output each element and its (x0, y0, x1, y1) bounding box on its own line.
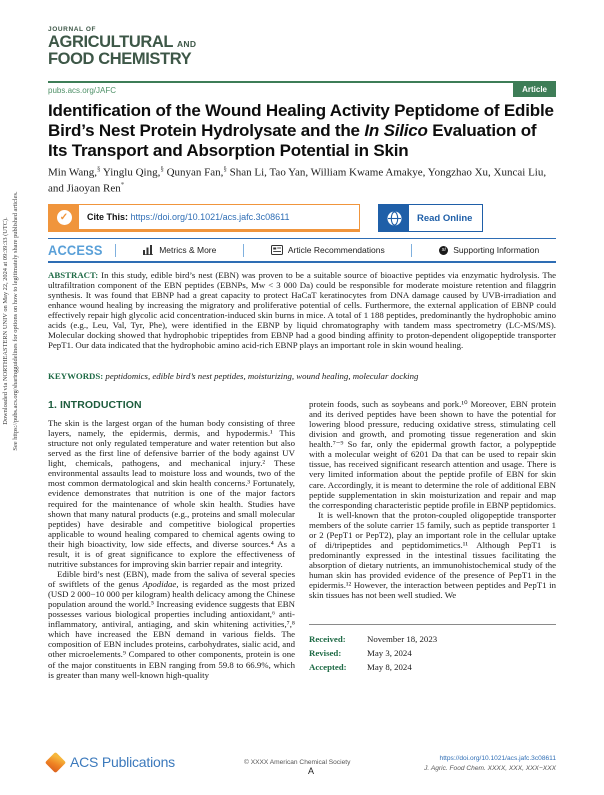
cite-this-button[interactable] (48, 204, 360, 232)
page-title (48, 101, 560, 161)
abstract-label: ABSTRACT: (48, 270, 99, 280)
access-link[interactable]: ACCESS (48, 242, 103, 258)
author-3[interactable]: Qunyan Fan, (163, 166, 224, 179)
intro-p2-post: , is regarded as the most prized (USD 2 000−10 000 per kilogram) health delicacy among the Chinese population around the world.⁵ Increasing evidence suggests that EBN possesses various biological properties including antioxidant,⁶ anti-inflammatory, antiviral, antiaging, and skin whitening activities,⁷,⁸ which have increased the EBN demand in various fields. The composition of EBN includes proteins, carbohydrates, sialic acid, and other microelements.⁹ Compared to other components, protein is one of the major constituents in EBN ranging from 59.8 to 66.9%, which is greater than many well-known high-quality (48, 579, 295, 680)
author-3-affiliation: § (223, 165, 227, 173)
cite-text (79, 212, 289, 222)
recommendations-link[interactable] (271, 245, 385, 255)
journal-name-agricultural: AGRICULTURAL (48, 33, 173, 51)
revised-line (309, 646, 556, 660)
footer-doi-link[interactable]: https://doi.org/10.1021/acs.jafc.3c08611 (439, 755, 556, 762)
right-column (309, 399, 556, 680)
cite-label: Cite This: (87, 212, 129, 222)
check-glyph: ✓ (59, 211, 69, 223)
keywords-text: peptidomics, edible bird’s nest peptides, moisturizing, wound healing, molecular docking (103, 371, 419, 381)
body-columns (48, 399, 556, 680)
footer-journal-citation: J. Agric. Food Chem. XXXX, XXX, XXX−XXX (424, 764, 556, 772)
metrics-chart-icon (143, 245, 154, 255)
keywords (48, 371, 556, 381)
intro-paragraph-1: The skin is the largest organ of the human body consisting of three layers, namely, the epidermis, dermis, and hypodermis.¹ This structure not only regulated temperature and water retention but also served as the first line of defensive barrier of the body against UV light, chemicals, pathogens, and mechanical injury.² These environmental assaults lead to moisture loss and wounds, two of the most common dermatological and skin health concerns.³ Fortunately, evidence demonstrates that nutrition is one of the major factors required for the maintenance of whole skin health. Studies have shown that many natural products (e.g., proteins and small molecular peptides) have desirable and competitive biological properties applicable to wound healing compared to chemical agents owing to their high bioactivity, low side effects, and diverse sources.⁴ As a result, it is of great significance to explore the effectiveness of nutritive substances for improving skin barrier repair and integrity. (48, 418, 295, 569)
author-2[interactable]: Yinglu Qing, (100, 166, 161, 179)
received-label: Received: (309, 634, 346, 645)
journal-url-link[interactable]: pubs.acs.org/JAFC (48, 86, 117, 95)
author-2-affiliation: § (160, 165, 164, 173)
acs-publications-logo[interactable] (48, 754, 175, 770)
separator (115, 244, 116, 257)
title-pre: Identification of the Wound Healing Activity Peptidome of Edible Bird’s Nest Protein Hydrolysate and the (48, 101, 554, 140)
journal-kicker: JOURNAL OF (48, 26, 97, 33)
journal-name-and: AND (176, 39, 197, 49)
acs-brand-name: ACS Publications (70, 754, 175, 770)
accepted-date: May 8, 2024 (367, 662, 412, 673)
download-watermark-line2: See https://pubs.acs.org/sharingguidelines for options on how to legitimately share published articles. (11, 191, 19, 451)
doi-link[interactable]: https://doi.org/10.1021/acs.jafc.3c08611 (130, 212, 290, 222)
intro-p2-pre: Edible bird’s nest (EBN), made from the saliva of several species of swiftlets of the genus (48, 568, 295, 589)
author-1[interactable]: Min Wang, (48, 166, 98, 179)
revised-date: May 3, 2024 (367, 648, 412, 659)
cite-row (48, 204, 556, 232)
keywords-label: KEYWORDS: (48, 371, 104, 381)
title-italic: In Silico (364, 120, 428, 140)
supporting-info-icon: si (439, 246, 448, 255)
supporting-info-label: Supporting Information (453, 245, 540, 255)
separator (411, 244, 412, 257)
corresponding-author-mark: * (120, 181, 125, 190)
journal-name-line2: FOOD CHEMISTRY (48, 49, 192, 68)
title-post: Evaluation of Its Transport and Absorption Potential in Skin (48, 120, 537, 160)
read-online-label: Read Online (417, 212, 473, 224)
footer-citation-block (424, 754, 556, 774)
article-type-badge: Article (513, 83, 556, 97)
abstract (48, 270, 556, 350)
intro-paragraph-3: protein foods, such as soybeans and pork.¹⁰ Moreover, EBN protein and its derived peptides have been shown to have the potential for lowering blood pressure, reducing oxidative stress, stimulating cell division and growth, and promoting tissue regeneration and skin health.⁷⁻⁹ So far, only the epidermal growth factor, a polypeptide with a molecular weight of 6201 Da that can be used to repair skin tissue, has received significant research attention and usage. There is very limited information about the peptide profile of EBN for skin care. Accordingly, it is meant to determine the role of additional EBN peptide supplementation in skin moisturization and repair and map the corresponding characteristic peptide profile in EBNP peptidomics. (309, 399, 556, 510)
access-strip (48, 238, 556, 263)
journal-name-line1 (48, 34, 196, 51)
acs-diamond-icon (45, 751, 66, 772)
separator (243, 244, 244, 257)
intro-paragraph-2 (48, 569, 295, 680)
received-line (309, 632, 556, 646)
download-watermark-line1: Downloaded via NORTHEASTERN UNIV on May 22, 2024 at 09:39:33 (UTC). (2, 217, 9, 425)
left-column (48, 399, 295, 680)
copyright-notice: © XXXX American Chemical Society (244, 759, 351, 766)
header-divider (48, 81, 556, 83)
page-footer (48, 750, 556, 784)
journal-logo (48, 26, 196, 68)
page-number: A (308, 766, 315, 776)
accepted-line (309, 660, 556, 674)
recommendations-icon (271, 245, 283, 255)
read-online-button[interactable] (378, 204, 483, 232)
metrics-link[interactable] (143, 245, 216, 255)
authors-rest[interactable]: Shan Li, Tao Yan, William Kwame Amakye, Yongzhao Xu, Xuncai Liu, and Jiaoyan Ren (48, 166, 547, 195)
cite-check-icon (49, 205, 79, 229)
metrics-label: Metrics & More (159, 245, 217, 255)
introduction-heading: 1. INTRODUCTION (48, 399, 142, 411)
intro-paragraph-4: It is well-known that the proton-coupled oligopeptide transporter members of the solute carrier 15 family, such as peptide transporter 1 or 2 (PepT1 or PepT2), play an important role in the cellular uptake of di/tripeptides and peptidomimetics.¹¹ Although PepT1 is predominantly expressed in the intestinal tissues facilitating the absorption of dietary nutrients, an immunohistochemical study of the human skin has provided evidence of the presence of PepT1 in the epidermis.¹² However, the interaction between peptides and PepT1 in skin tissues has not been well studied. We (309, 509, 556, 601)
read-online-icon (379, 205, 409, 231)
genus-name: Apodidae (142, 579, 177, 589)
author-list (48, 165, 560, 197)
revised-label: Revised: (309, 648, 342, 659)
dates-box (309, 624, 556, 674)
received-date: November 18, 2023 (367, 634, 438, 645)
access-items (126, 244, 556, 257)
abstract-text: In this study, edible bird’s nest (EBN) was proven to be a suitable source of bioactive peptides via enzymatic hydrolysis. The ultrafiltration component of the EBN peptides (EBNPs, Mw < 3 000 Da) could be responsible for moderate moisture retention and filaggrin synthesis. It was found that EBNP had a great capacity to protect HaCaT keratinocytes from DNA damage caused by UVB-irradiation and enhance wound healing by increasing the migratory and proliferative potential of cells. Furthermore, the external application of EBNP could effectively repair high glycolic acid concentration-induced skin burns in mice. A total of 1 188 peptides, predominantly the hydrophobic amino acids (e.g., Leu, Val, Tyr, Phe), were identified in the EBNP by liquid chromatography with tandem mass spectrometry (LC-MS/MS). Molecular docking showed that hydrophobic tripeptides from EBNP had a good binding affinity to proton-dependent oligopeptide transporter PepT1. Our data indicated that the hydrophobic amino acid-rich EBNP plays an important role in skin wound healing. (48, 270, 556, 350)
author-1-affiliation: § (97, 165, 101, 173)
supporting-info-link[interactable] (439, 245, 539, 255)
download-watermark (1, 111, 27, 531)
accepted-label: Accepted: (309, 662, 347, 673)
recommendations-label: Article Recommendations (287, 245, 385, 255)
